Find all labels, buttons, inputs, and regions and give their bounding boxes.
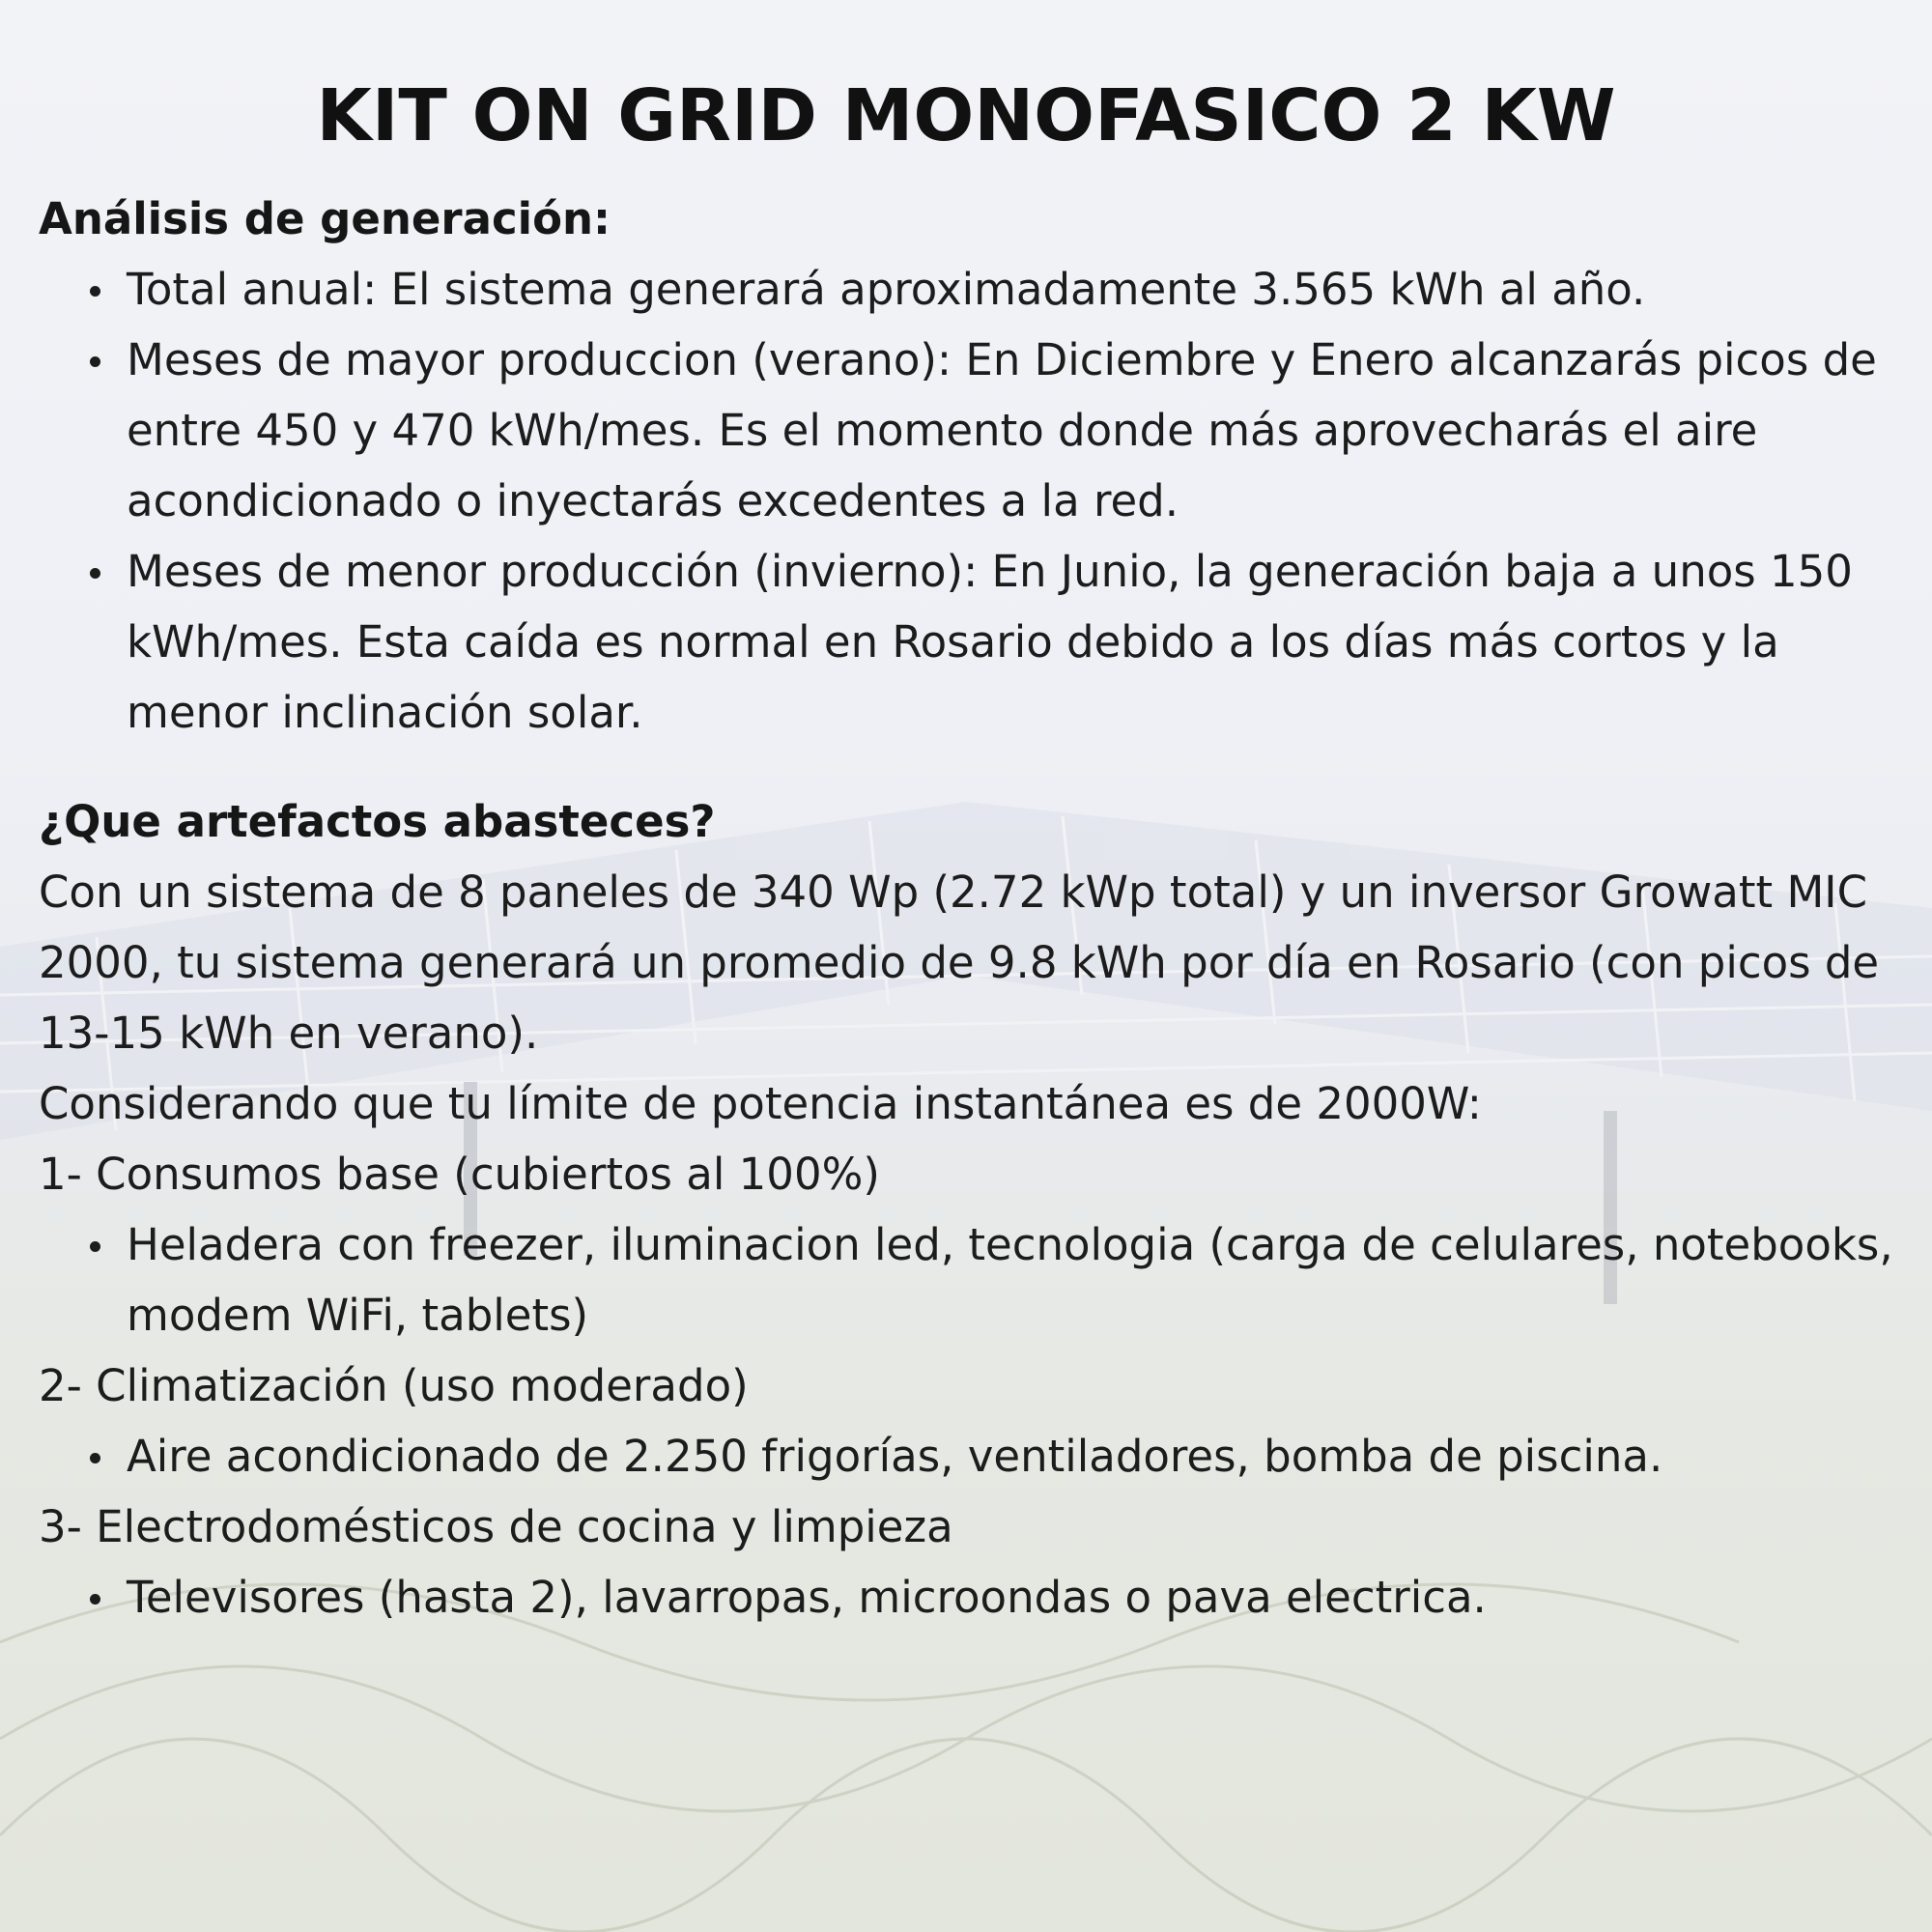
list-item: Aire acondicionado de 2.250 frigorías, ventiladores, bomba de piscina. [127, 1421, 1893, 1492]
group-list-base [39, 1209, 1893, 1350]
list-item: Meses de mayor produccion (verano): En Diciembre y Enero alcanzarás picos de entre 450 y 470 kWh/mes. Es el momento donde más aprovecharás el aire acondicionado o inyectarás excedentes a la red. [127, 325, 1893, 536]
document-content [39, 68, 1893, 1633]
group-list-kitchen [39, 1562, 1893, 1633]
appliances-intro: Con un sistema de 8 paneles de 340 Wp (2.72 kWp total) y un inversor Growatt MIC 2000, tu sistema generará un promedio de 9.8 kWh por día en Rosario (con picos de 13-15 kWh en verano). [39, 867, 1880, 1059]
list-item: Meses de menor producción (invierno): En Junio, la generación baja a unos 150 kWh/mes. Esta caída es normal en Rosario debido a los días más cortos y la menor inclinación solar. [127, 536, 1893, 748]
power-limit-text: Considerando que tu límite de potencia instantánea es de 2000W: [39, 1078, 1482, 1129]
group-list-climate [39, 1421, 1893, 1492]
group-label-climate: 2- Climatización (uso moderado) [39, 1360, 749, 1411]
group-label-kitchen: 3- Electrodomésticos de cocina y limpieza [39, 1501, 953, 1552]
list-item: Televisores (hasta 2), lavarropas, microondas o pava electrica. [127, 1562, 1893, 1633]
generation-list [39, 254, 1893, 748]
list-item: Total anual: El sistema generará aproximadamente 3.565 kWh al año. [127, 254, 1893, 325]
list-item: Heladera con freezer, iluminacion led, tecnologia (carga de celulares, notebooks, modem WiFi, tablets) [127, 1209, 1893, 1350]
page-title: KIT ON GRID MONOFASICO 2 KW [316, 74, 1616, 157]
group-label-base: 1- Consumos base (cubiertos al 100%) [39, 1149, 880, 1200]
appliances-heading: ¿Que artefactos abasteces? [39, 796, 716, 847]
generation-heading: Análisis de generación: [39, 193, 611, 244]
